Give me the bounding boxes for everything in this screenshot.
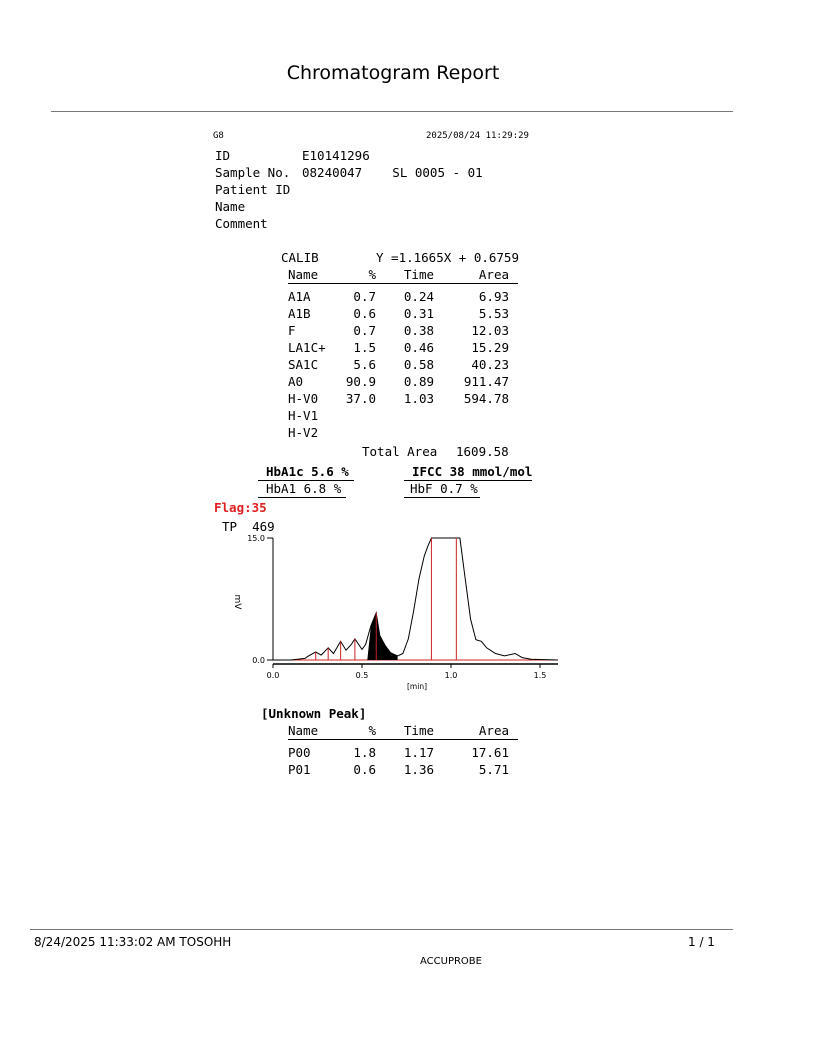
peak-table	[288, 288, 509, 441]
page-title: Chromatogram Report	[286, 62, 500, 84]
sample-info	[215, 147, 483, 232]
field-id: ID E10141296	[215, 148, 370, 163]
calib-label: CALIB	[281, 250, 319, 265]
hbf-result: HbF 0.7 %	[404, 480, 480, 498]
x-tick-label: 1.5	[533, 671, 547, 680]
hba1-result: HbA1 6.8 %	[258, 480, 346, 498]
field-sample-no: Sample No. 08240047 SL 0005 - 01	[215, 165, 483, 180]
field-patient-id: Patient ID	[215, 182, 291, 197]
unknown-table-header: Name % Time Area	[288, 722, 518, 740]
field-name: Name	[215, 199, 246, 214]
y-axis-label: mV	[232, 594, 242, 610]
table-row: P01 0.6 1.36 5.71	[288, 762, 509, 777]
peak-table-header: Name % Time Area	[288, 266, 518, 284]
hba1c-result: HbA1c 5.6 %	[258, 463, 354, 481]
table-row: LA1C+ 1.5 0.46 15.29	[288, 340, 509, 355]
calib-equation: Y =1.1665X + 0.6759	[376, 250, 519, 265]
x-tick-label: 1.0	[444, 671, 458, 680]
table-row: P00 1.8 1.17 17.61	[288, 745, 509, 760]
header-divider	[51, 111, 733, 112]
table-row: A1B 0.6 0.31 5.53	[288, 306, 509, 321]
table-row: A0 90.9 0.89 911.47	[288, 374, 509, 389]
x-axis-label: [min]	[407, 682, 427, 691]
table-row: H-V1	[288, 408, 319, 423]
footer-divider	[30, 929, 733, 930]
table-row: A1A 0.7 0.24 6.93	[288, 289, 509, 304]
table-row: H-V2	[288, 425, 319, 440]
x-tick-label: 0.0	[266, 671, 280, 680]
print-timestamp: 8/24/2025 11:33:02 AM TOSOHH	[34, 935, 232, 949]
x-ticks	[267, 664, 547, 680]
table-row: SA1C 5.6 0.58 40.23	[288, 357, 509, 372]
unknown-table	[288, 744, 509, 778]
peak-markers	[316, 538, 457, 660]
y-tick-label: 15.0	[247, 534, 265, 543]
ifcc-result: IFCC 38 mmol/mol	[404, 463, 532, 481]
instrument-model: G8	[213, 131, 224, 141]
flag-indicator: Flag:35	[214, 500, 267, 515]
total-area-label: Total Area	[362, 444, 438, 459]
y-tick-label: 0.0	[252, 656, 265, 665]
chromatogram-chart	[220, 530, 570, 695]
total-area-value: 1609.58	[456, 444, 509, 459]
table-row: F 0.7 0.38 12.03	[288, 323, 509, 338]
unknown-peak-title: [Unknown Peak]	[261, 706, 367, 721]
table-row: H-V0 37.0 1.03 594.78	[288, 391, 509, 406]
page-number: 1 / 1	[688, 935, 715, 949]
tp-value: TP 469	[222, 519, 275, 534]
report-datetime: 2025/08/24 11:29:29	[426, 131, 529, 141]
footer-label: ACCUPROBE	[420, 956, 482, 967]
calibration-line	[281, 249, 319, 266]
x-tick-label: 0.5	[355, 671, 369, 680]
signal-trace	[273, 538, 558, 660]
sa1c-peak-fill	[367, 613, 397, 660]
field-comment: Comment	[215, 216, 268, 231]
